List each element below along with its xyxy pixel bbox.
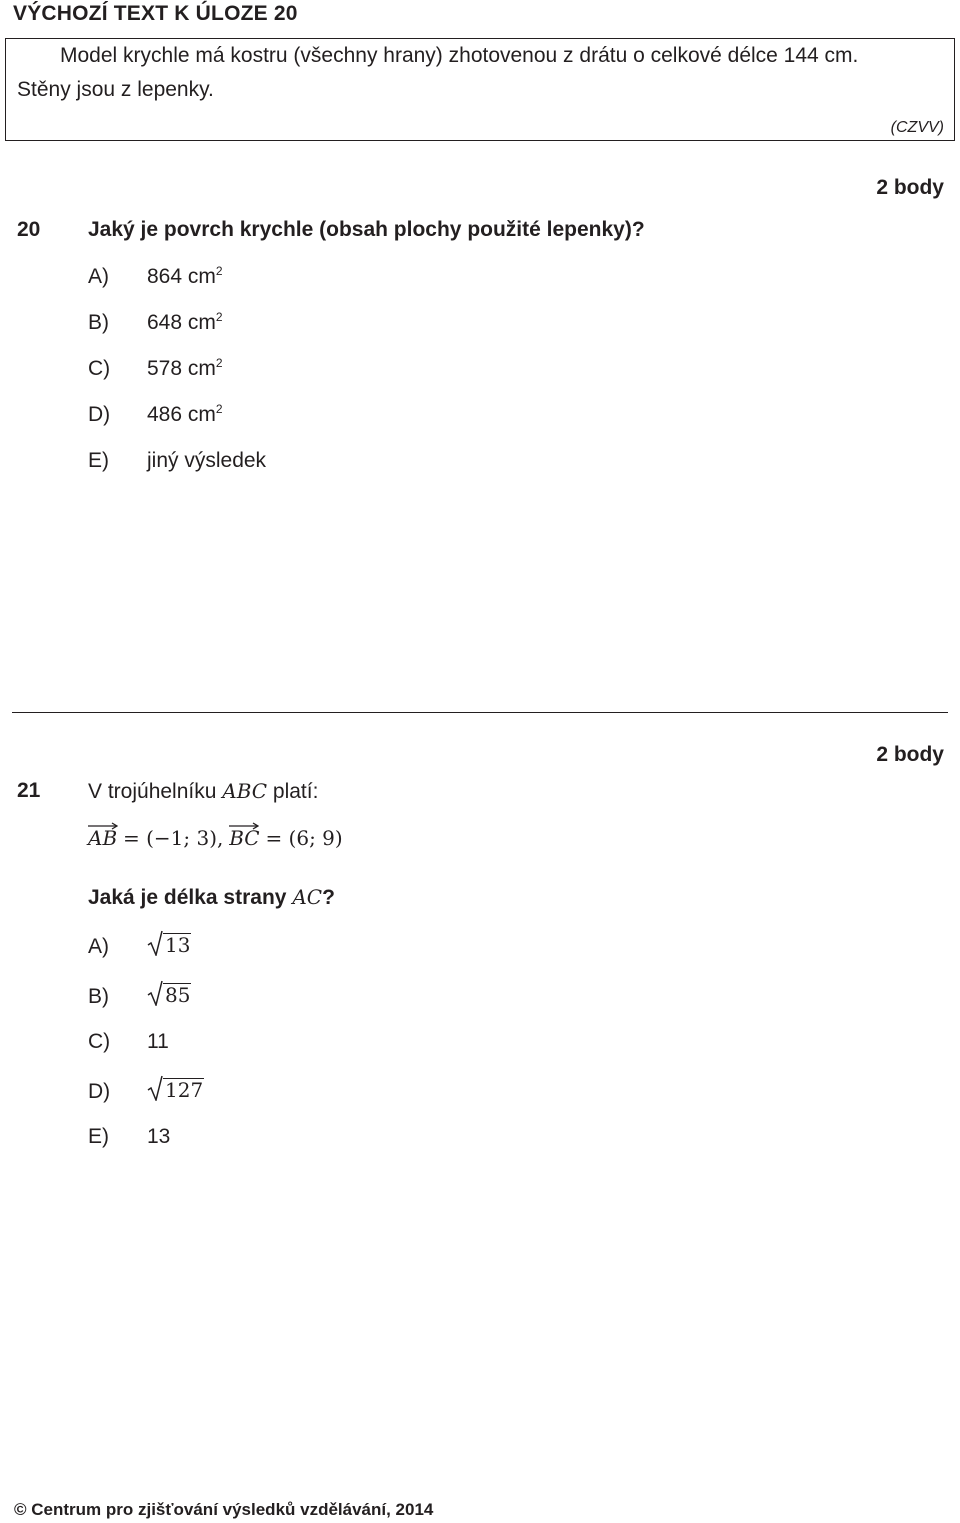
q20-option-b-letter: B) bbox=[88, 311, 109, 334]
q20-option-c-value: 578 cm bbox=[147, 357, 216, 380]
radical-icon bbox=[147, 1075, 163, 1101]
q21-question-side: AC bbox=[292, 885, 323, 909]
q21-intro bbox=[88, 779, 318, 804]
q21-option-d-radicand: 127 bbox=[165, 1078, 204, 1102]
q20-option-a-letter: A) bbox=[88, 265, 109, 288]
radical-icon bbox=[147, 930, 163, 956]
q20-option-a-value: 864 cm bbox=[147, 265, 216, 288]
q20-option-c-exponent: 2 bbox=[215, 356, 223, 370]
copyright-footer: © Centrum pro zjišťování výsledků vzdělávání, 2014 bbox=[14, 1500, 434, 1519]
source-text-line-1: Model krychle má kostru (všechny hrany) zhotovenou z drátu o celkové délce 144 cm. bbox=[60, 44, 859, 67]
q21-number: 21 bbox=[17, 779, 41, 802]
q20-option-c-letter: C) bbox=[88, 357, 111, 380]
source-credit: (CZVV) bbox=[890, 119, 944, 136]
q21-option-a bbox=[147, 930, 191, 962]
q20-number: 20 bbox=[17, 218, 41, 241]
q20-points: 2 body bbox=[876, 176, 944, 199]
q21-option-a-letter: A) bbox=[88, 935, 109, 958]
q20-option-a-exponent: 2 bbox=[215, 264, 223, 278]
q20-option-e-value: jiný výsledek bbox=[147, 449, 267, 472]
q21-option-c-letter: C) bbox=[88, 1030, 111, 1053]
vector-arrow-icon bbox=[88, 822, 118, 830]
source-text-line-2: Stěny jsou z lepenky. bbox=[17, 78, 214, 101]
q20-option-e-letter: E) bbox=[88, 449, 109, 472]
q21-vectors bbox=[88, 826, 343, 851]
q21-option-e-value: 13 bbox=[147, 1125, 171, 1148]
q21-option-b bbox=[147, 980, 191, 1012]
vector-bc bbox=[229, 826, 259, 850]
q20-option-d-exponent: 2 bbox=[215, 402, 223, 416]
q21-intro-triangle: ABC bbox=[222, 779, 268, 803]
q21-option-e-letter: E) bbox=[88, 1125, 109, 1148]
q21-option-b-radicand: 85 bbox=[165, 983, 191, 1007]
radical-icon bbox=[147, 980, 163, 1006]
q20-option-d-letter: D) bbox=[88, 403, 111, 426]
q20-option-c bbox=[147, 357, 223, 381]
q21-option-b-letter: B) bbox=[88, 985, 109, 1008]
q20-option-a bbox=[147, 265, 223, 289]
q21-option-d-letter: D) bbox=[88, 1080, 111, 1103]
vector-bc-label: BC bbox=[229, 826, 260, 850]
q20-option-b-exponent: 2 bbox=[215, 310, 223, 324]
q21-option-c-value: 11 bbox=[147, 1030, 169, 1053]
q20-option-b bbox=[147, 311, 223, 335]
q20-option-d-value: 486 cm bbox=[147, 403, 216, 426]
q21-points: 2 body bbox=[876, 743, 944, 766]
q20-question: Jaký je povrch krychle (obsah plochy použité lepenky)? bbox=[88, 218, 645, 241]
section-divider bbox=[12, 712, 948, 713]
q21-option-a-radicand: 13 bbox=[165, 933, 191, 957]
sqrt-85 bbox=[147, 980, 191, 1006]
sqrt-127 bbox=[147, 1075, 204, 1101]
vector-ab bbox=[88, 826, 117, 850]
sqrt-13 bbox=[147, 930, 191, 956]
q21-question-before: Jaká je délka strany bbox=[88, 886, 293, 909]
q20-option-b-value: 648 cm bbox=[147, 311, 216, 334]
section-heading: VÝCHOZÍ TEXT K ÚLOZE 20 bbox=[13, 2, 298, 25]
q21-intro-after: platí: bbox=[267, 780, 319, 803]
q21-option-d bbox=[147, 1075, 204, 1107]
q21-intro-before: V trojúhelníku bbox=[88, 780, 223, 803]
q21-question bbox=[88, 885, 335, 910]
vector-ab-value: = (−1; 3), bbox=[122, 826, 224, 850]
q21-question-after: ? bbox=[322, 886, 335, 909]
vector-arrow-icon bbox=[229, 822, 259, 830]
q20-option-d bbox=[147, 403, 223, 427]
vector-bc-value: = (6; 9) bbox=[265, 826, 343, 850]
vector-ab-label: AB bbox=[88, 826, 118, 850]
